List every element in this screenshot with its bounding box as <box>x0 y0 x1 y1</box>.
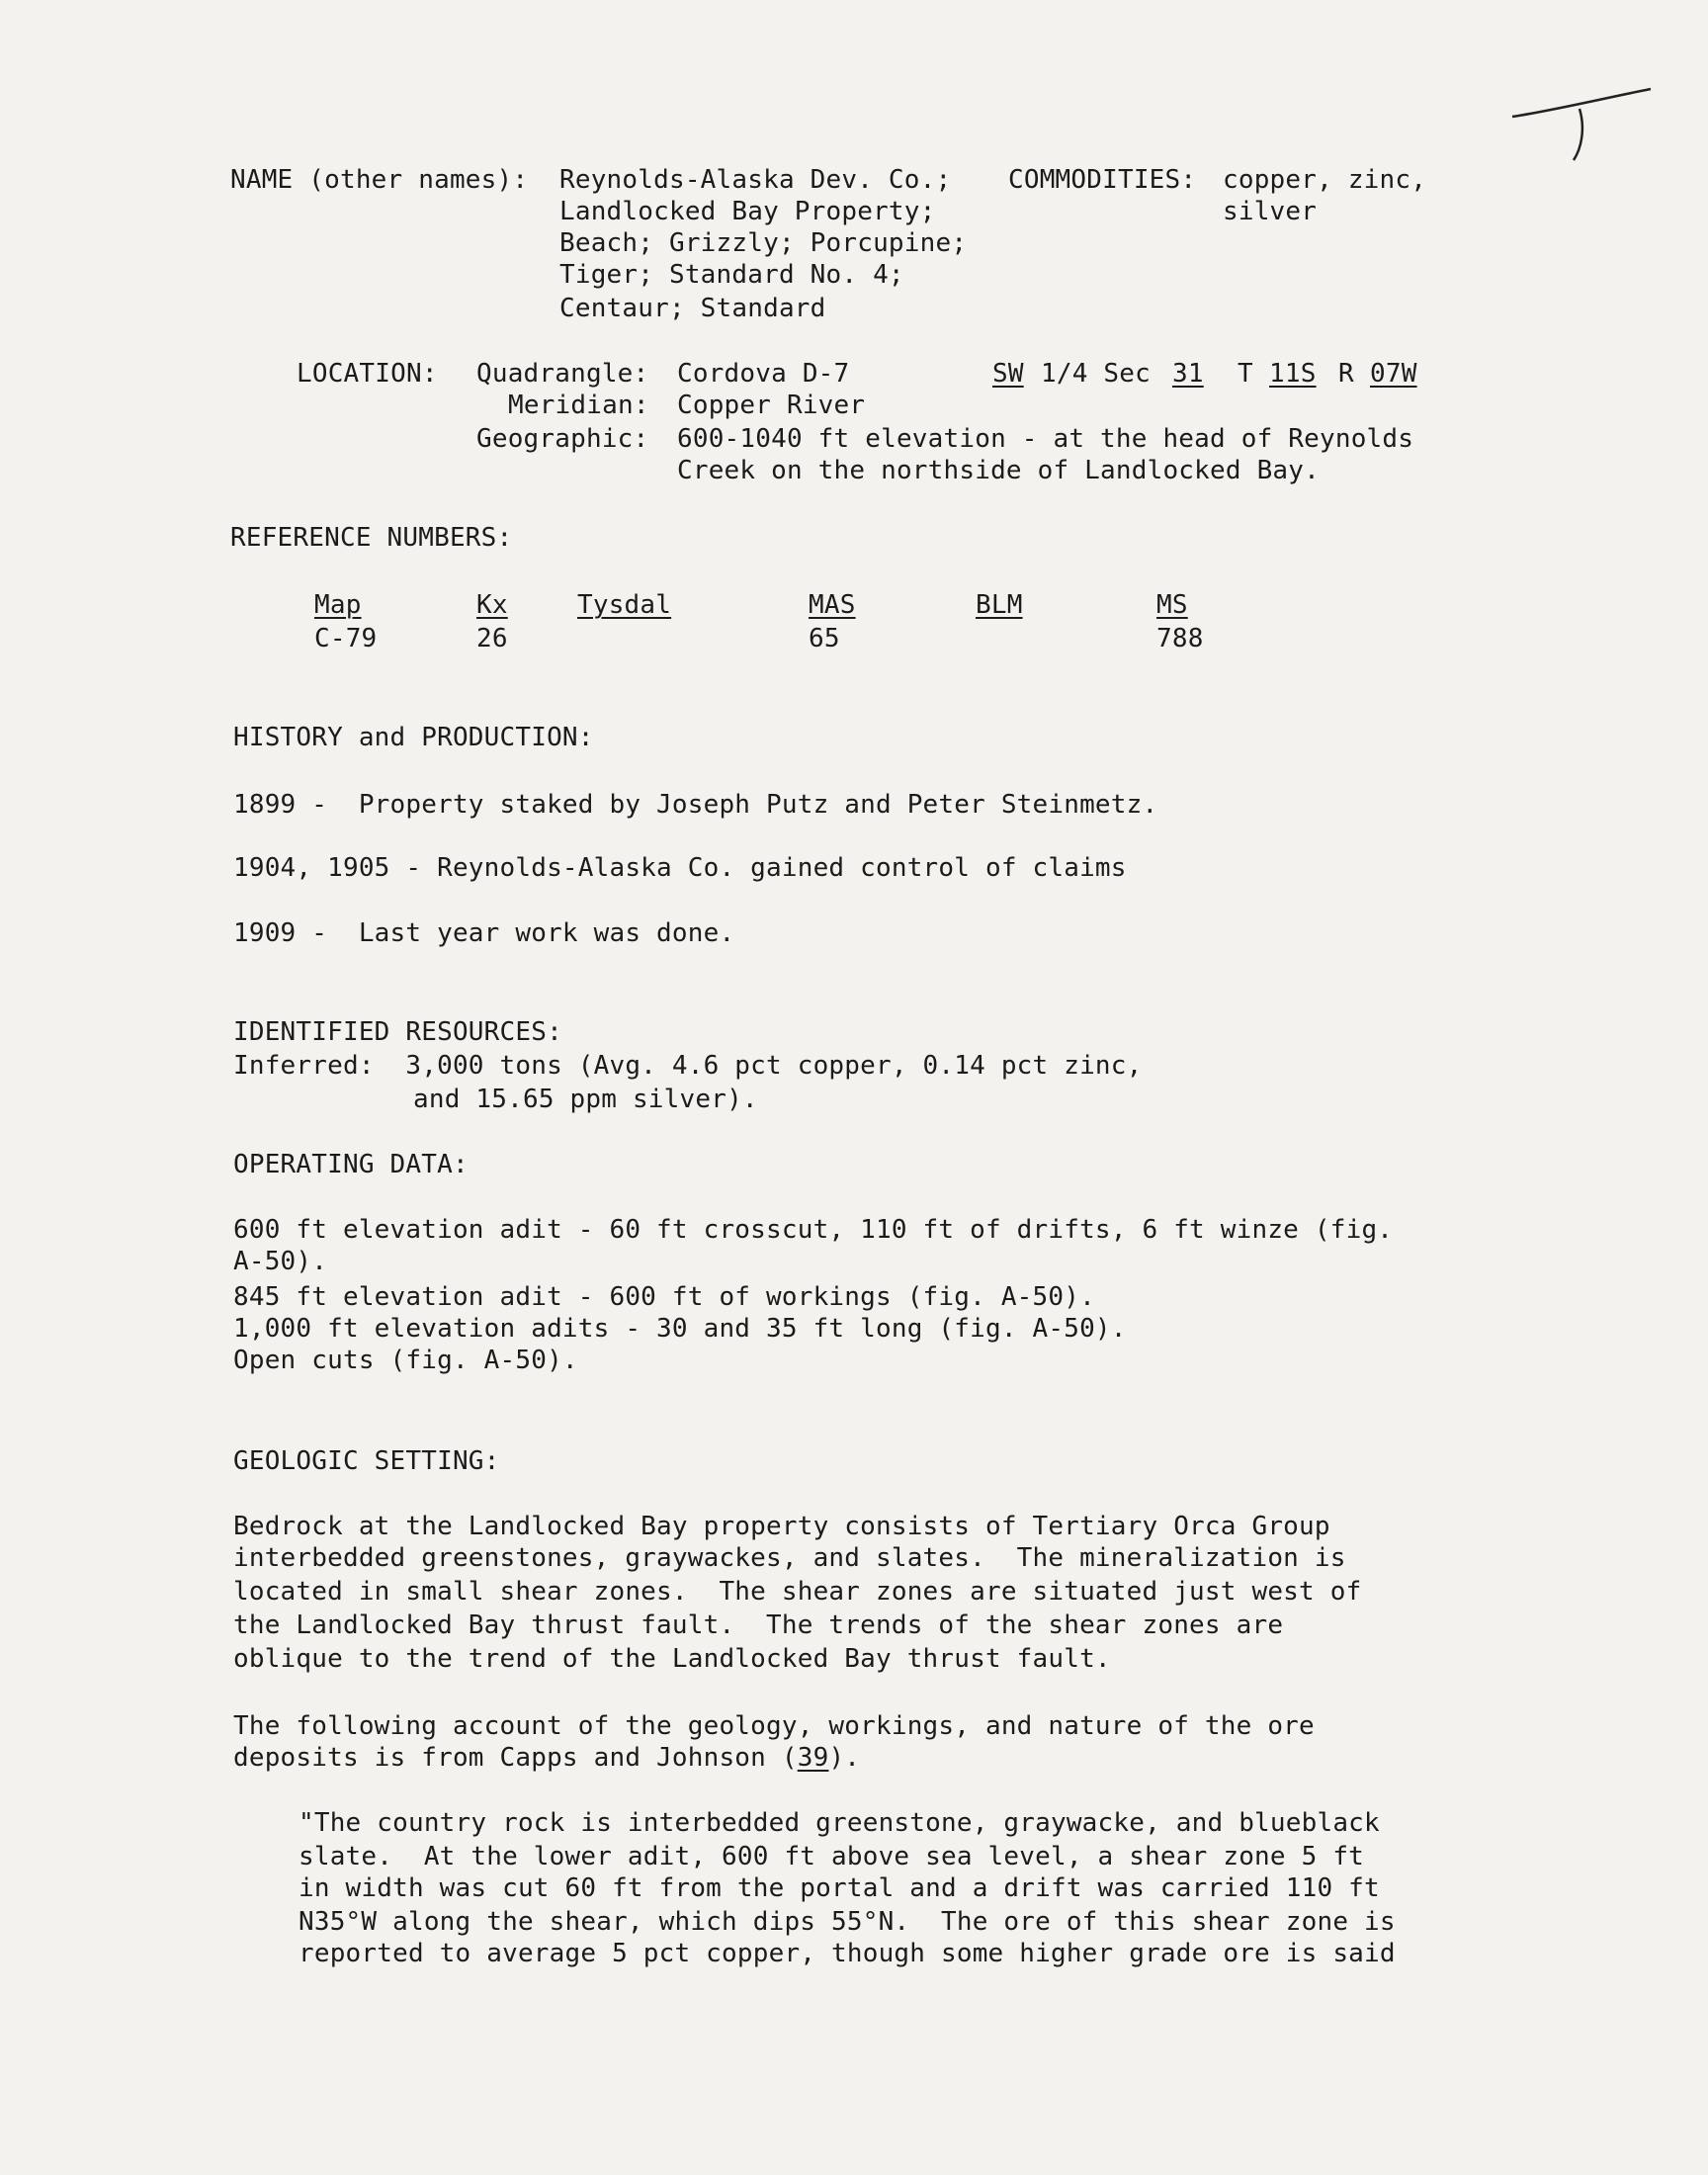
handwritten-cross-mark <box>1502 79 1661 168</box>
geologic-para1-line-2: interbedded greenstones, graywackes, and slates. The mineralization is <box>233 1543 1346 1573</box>
geographic-line-1: 600-1040 ft elevation - at the head of Reynolds <box>677 424 1414 454</box>
name-line-4: Tiger; Standard No. 4; <box>559 260 904 290</box>
name-line-1: Reynolds-Alaska Dev. Co.; <box>559 165 952 195</box>
township-label: T <box>1238 359 1253 389</box>
commodities-line-1: copper, zinc, <box>1223 165 1427 195</box>
township-value: 11S <box>1269 359 1317 389</box>
geologic-para1-line-3: located in small shear zones. The shear zones are situated just west of <box>233 1577 1362 1607</box>
geologic-para1-line-1: Bedrock at the Landlocked Bay property consists of Tertiary Orca Group <box>233 1512 1330 1541</box>
ref-header-tysdal: Tysdal <box>577 590 672 620</box>
quote-line-1: "The country rock is interbedded greenstone, graywacke, and blueblack <box>299 1808 1380 1838</box>
ref-value-ms: 788 <box>1156 624 1204 653</box>
operating-line-2: A-50). <box>233 1247 328 1276</box>
commodities-label: COMMODITIES: <box>1008 165 1197 195</box>
ref-header-mas: MAS <box>809 590 856 620</box>
ref-header-ms: MS <box>1156 590 1188 620</box>
ref-header-map: Map <box>314 590 362 620</box>
history-entry-2: 1904, 1905 - Reynolds-Alaska Co. gained control of claims <box>233 853 1127 883</box>
operating-line-5: Open cuts (fig. A-50). <box>233 1346 578 1375</box>
location-label: LOCATION: <box>297 359 438 389</box>
resources-line-2: and 15.65 ppm silver). <box>413 1085 758 1114</box>
range-label: R <box>1338 359 1354 389</box>
name-line-3: Beach; Grizzly; Porcupine; <box>559 228 968 258</box>
resources-line-1: Inferred: 3,000 tons (Avg. 4.6 pct copper, 0.14 pct zinc, <box>233 1051 1143 1081</box>
quadrangle-value: Cordova D-7 <box>677 359 850 389</box>
geologic-label: GEOLOGIC SETTING: <box>233 1446 500 1476</box>
quote-line-2: slate. At the lower adit, 600 ft above sea level, a shear zone 5 ft <box>299 1842 1365 1871</box>
section-value: 31 <box>1172 359 1204 389</box>
ref-value-kx: 26 <box>476 624 508 653</box>
geologic-para1-line-5: oblique to the trend of the Landlocked Bay thrust fault. <box>233 1644 1111 1674</box>
history-entry-1: 1899 - Property staked by Joseph Putz and Peter Steinmetz. <box>233 790 1158 820</box>
range-value: 07W <box>1370 359 1417 389</box>
operating-line-4: 1,000 ft elevation adits - 30 and 35 ft long (fig. A-50). <box>233 1314 1127 1344</box>
name-line-2: Landlocked Bay Property; <box>559 197 936 226</box>
operating-label: OPERATING DATA: <box>233 1150 469 1179</box>
geologic-para2-line-2 <box>233 1742 860 1774</box>
operating-line-3: 845 ft elevation adit - 600 ft of workings (fig. A-50). <box>233 1282 1095 1312</box>
quote-line-5: reported to average 5 pct copper, though some higher grade ore is said <box>299 1939 1396 1968</box>
geographic-line-2: Creek on the northside of Landlocked Bay. <box>677 456 1320 485</box>
geologic-para2-line-1: The following account of the geology, workings, and nature of the ore <box>233 1711 1315 1741</box>
quadrangle-label: Quadrangle: <box>476 359 649 389</box>
resources-label: IDENTIFIED RESOURCES: <box>233 1017 562 1047</box>
meridian-value: Copper River <box>677 391 866 420</box>
quarter-value: SW <box>992 359 1024 389</box>
para2-line2-post: ). <box>828 1743 861 1773</box>
commodities-line-2: silver <box>1223 197 1318 226</box>
name-line-5: Centaur; Standard <box>559 294 826 323</box>
history-entry-3: 1909 - Last year work was done. <box>233 918 735 948</box>
para2-line2-pre: deposits is from Capps and Johnson ( <box>233 1743 798 1773</box>
reference-numbers-label: REFERENCE NUMBERS: <box>230 523 513 553</box>
geologic-para1-line-4: the Landlocked Bay thrust fault. The trends of the shear zones are <box>233 1610 1284 1640</box>
quote-line-3: in width was cut 60 ft from the portal and a drift was carried 110 ft <box>299 1873 1380 1903</box>
name-label: NAME (other names): <box>230 165 529 195</box>
ref-value-map: C-79 <box>314 624 378 653</box>
geographic-label: Geographic: <box>476 424 649 454</box>
ref-header-kx: Kx <box>476 590 508 620</box>
history-label: HISTORY and PRODUCTION: <box>233 723 594 752</box>
meridian-label: Meridian: <box>508 391 649 420</box>
quarter-suffix: 1/4 Sec <box>1041 359 1151 389</box>
quote-line-4: N35°W along the shear, which dips 55°N. The ore of this shear zone is <box>299 1907 1396 1937</box>
operating-line-1: 600 ft elevation adit - 60 ft crosscut, 110 ft of drifts, 6 ft winze (fig. <box>233 1215 1394 1245</box>
citation-reference: 39 <box>797 1743 829 1773</box>
ref-header-blm: BLM <box>976 590 1023 620</box>
ref-value-mas: 65 <box>809 624 840 653</box>
